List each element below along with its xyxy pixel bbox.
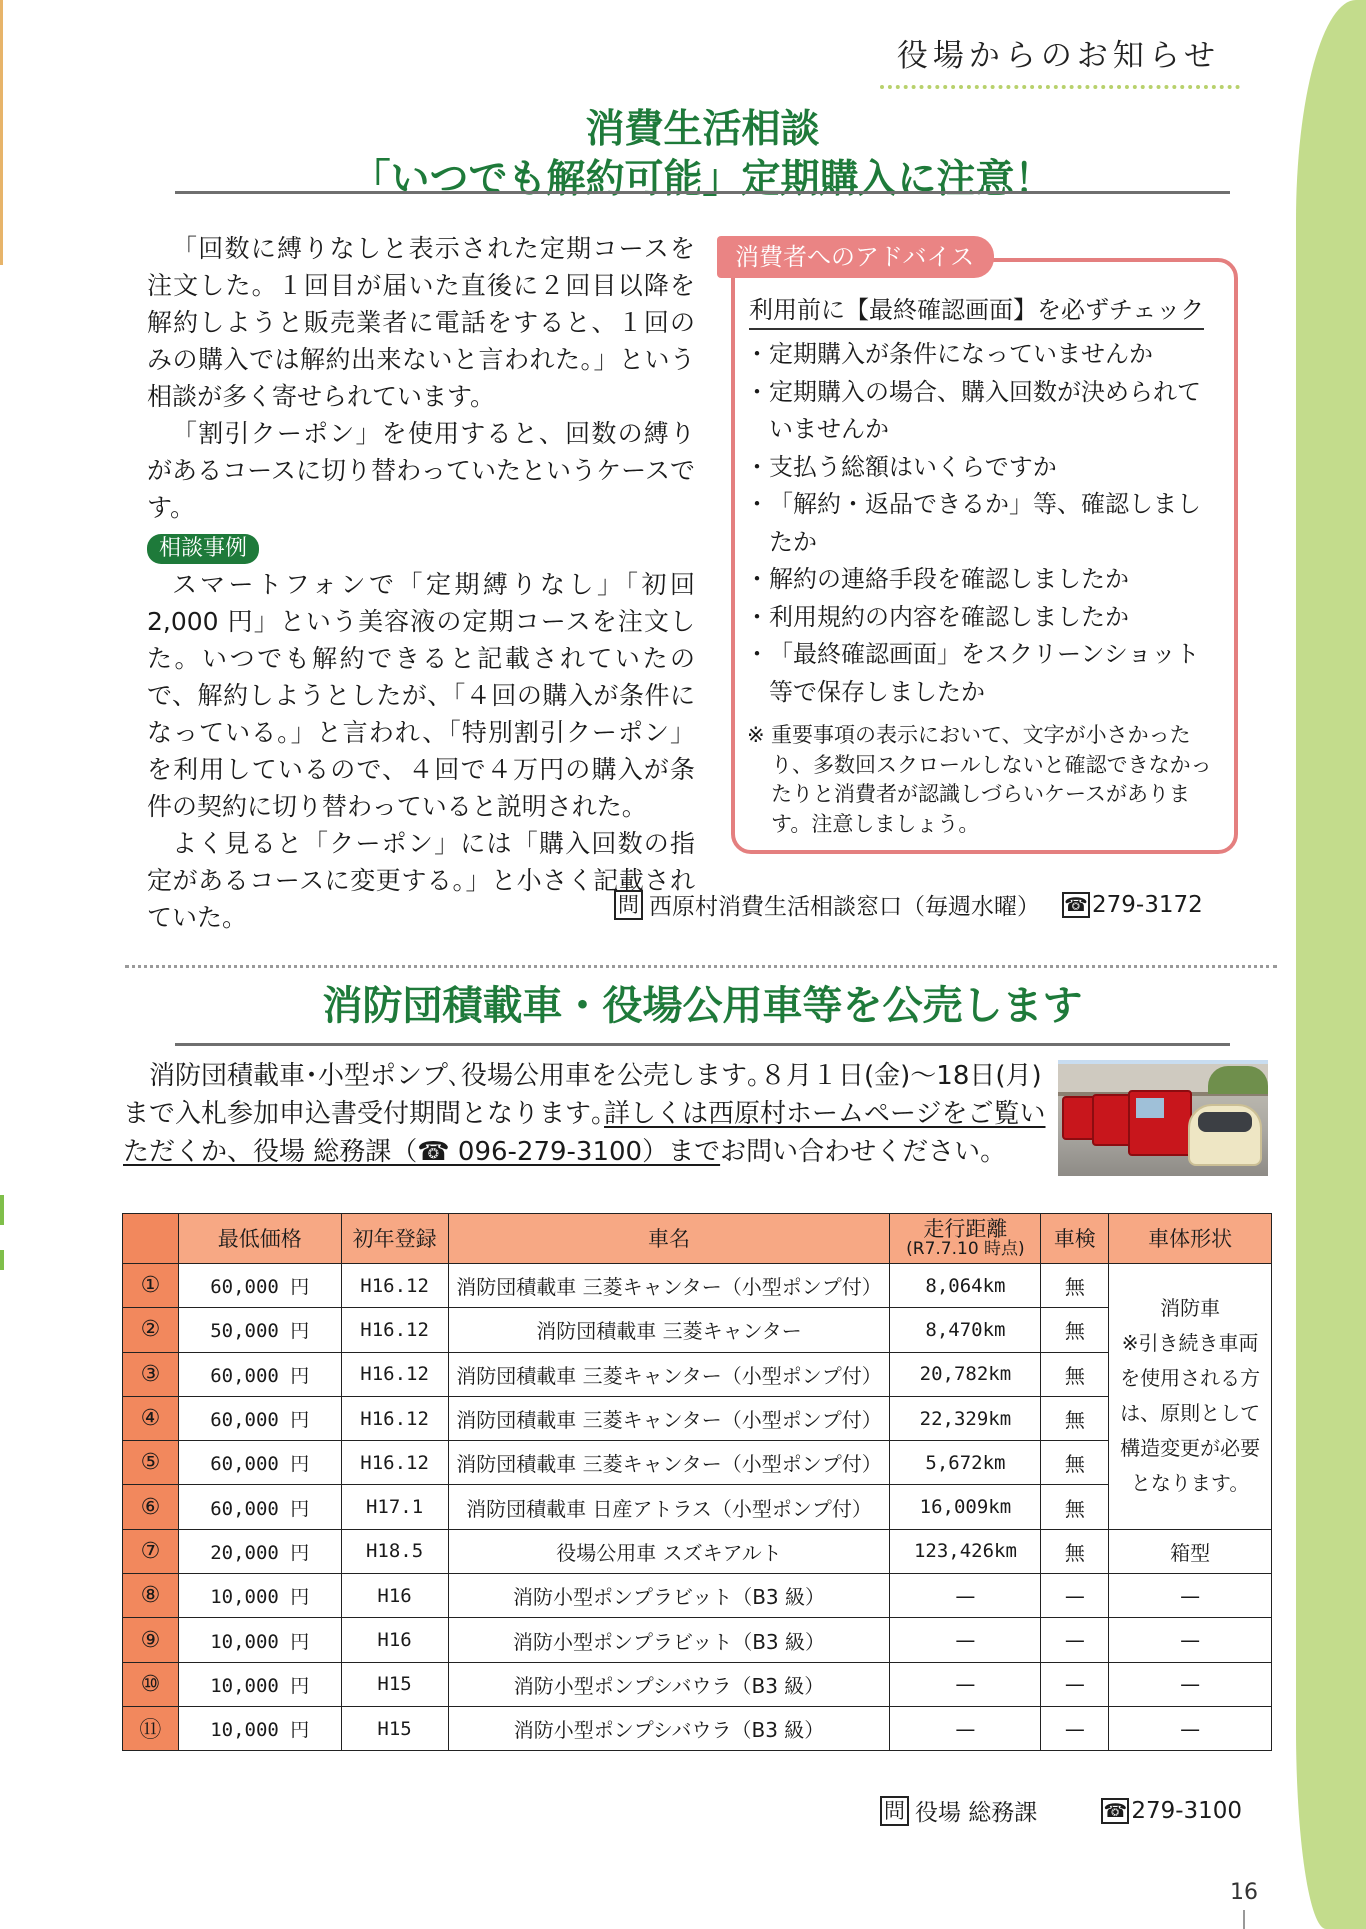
row-mileage: 5,672km bbox=[890, 1441, 1041, 1485]
row-mileage: — bbox=[890, 1574, 1041, 1618]
row-body-type: — bbox=[1109, 1662, 1272, 1706]
table-row bbox=[123, 1662, 1272, 1706]
contact-phone: 279-3100 bbox=[1131, 1797, 1243, 1824]
table-row bbox=[123, 1529, 1272, 1573]
row-registration: H16 bbox=[341, 1574, 448, 1618]
row-mileage: — bbox=[890, 1706, 1041, 1750]
row-body-type: — bbox=[1109, 1618, 1272, 1662]
row-vehicle-name: 消防小型ポンプラビット（B3 級） bbox=[448, 1618, 890, 1662]
photo-tree bbox=[1208, 1066, 1268, 1094]
case-paragraph: スマートフォンで「定期縛りなし」「初回 2,000 円」という美容液の定期コースを注文した。いつでも解約できると記載されていたので、解約しようとしたが、「４回の購入が条件になっている。」と言われ、「特別割引クーポン」を利用しているので、４回で４万円の購入が条件の契約に切り替わっていると説明された。 bbox=[147, 570, 695, 821]
header-number bbox=[123, 1214, 179, 1264]
row-mileage: 8,470km bbox=[890, 1308, 1041, 1352]
row-inspection: — bbox=[1041, 1706, 1109, 1750]
intro-text: お問い合わせください。 bbox=[720, 1137, 1007, 1167]
row-inspection: 無 bbox=[1041, 1396, 1109, 1440]
table-row bbox=[123, 1264, 1272, 1308]
header-body-type: 車体形状 bbox=[1109, 1214, 1272, 1264]
consumer-paragraph: 「回数に縛りなしと表示された定期コースを注文した。１回目が届いた直後に２回目以降を解約しようと販売業者に電話をすると、１回のみの購入では解約出来ないと言われた。」という相談が多く寄せられています。 bbox=[147, 234, 695, 411]
row-registration: H18.5 bbox=[341, 1529, 448, 1573]
decorative-left-mark bbox=[0, 1250, 4, 1270]
row-vehicle-name: 消防団積載車 三菱キャンター（小型ポンプ付） bbox=[448, 1352, 890, 1396]
header-title: 役場からのお知らせ bbox=[896, 38, 1220, 74]
row-number: ④ bbox=[123, 1396, 179, 1440]
decorative-green-band bbox=[1296, 0, 1366, 1929]
row-mileage: 123,426km bbox=[890, 1529, 1041, 1573]
table-row bbox=[123, 1706, 1272, 1750]
row-vehicle-name: 役場公用車 スズキアルト bbox=[448, 1529, 890, 1573]
row-inspection: — bbox=[1041, 1574, 1109, 1618]
mileage-date: (R7.7.10 時点) bbox=[906, 1238, 1025, 1259]
row-registration: H15 bbox=[341, 1706, 448, 1750]
table-row bbox=[123, 1308, 1272, 1352]
page-header bbox=[880, 30, 1240, 89]
row-registration: H16.12 bbox=[341, 1352, 448, 1396]
inquiry-mark: 問 bbox=[614, 890, 643, 920]
row-mileage: 20,782km bbox=[890, 1352, 1041, 1396]
row-price: 60,000 円 bbox=[178, 1441, 341, 1485]
row-price: 60,000 円 bbox=[178, 1352, 341, 1396]
row-inspection: — bbox=[1041, 1618, 1109, 1662]
row-body-type: — bbox=[1109, 1706, 1272, 1750]
row-mileage: 22,329km bbox=[890, 1396, 1041, 1440]
advice-item: ・ 利用規約の内容を確認しましたか bbox=[749, 599, 1220, 637]
row-inspection: 無 bbox=[1041, 1352, 1109, 1396]
table-row bbox=[123, 1352, 1272, 1396]
phone-icon: ☎ bbox=[1062, 892, 1090, 918]
advice-item: ・ 支払う総額はいくらですか bbox=[749, 449, 1220, 487]
merged-body-note bbox=[1115, 1291, 1265, 1501]
header-dotted-rule bbox=[880, 85, 1240, 89]
row-number: ⑦ bbox=[123, 1529, 179, 1573]
title-rule bbox=[175, 1043, 1230, 1046]
header-first-registration: 初年登録 bbox=[341, 1214, 448, 1264]
row-registration: H16.12 bbox=[341, 1441, 448, 1485]
row-registration: H16.12 bbox=[341, 1308, 448, 1352]
row-number: ① bbox=[123, 1264, 179, 1308]
row-price: 60,000 円 bbox=[178, 1264, 341, 1308]
advice-item: ・ 定期購入の場合、購入回数が決められていませんか bbox=[749, 374, 1220, 449]
row-vehicle-name: 消防小型ポンプラビット（B3 級） bbox=[448, 1574, 890, 1618]
row-price: 60,000 円 bbox=[178, 1485, 341, 1529]
table-row bbox=[123, 1574, 1272, 1618]
advice-item: ・ 「最終確認画面」をスクリーンショット等で保存しましたか bbox=[749, 636, 1220, 711]
row-registration: H17.1 bbox=[341, 1485, 448, 1529]
row-registration: H16.12 bbox=[341, 1264, 448, 1308]
contact-phone: 279-3172 bbox=[1092, 891, 1203, 918]
consumer-paragraph: 「割引クーポン」を使用すると、回数の縛りがあるコースに切り替わっていたというケースです。 bbox=[147, 419, 695, 522]
inquiry-mark: 問 bbox=[880, 1796, 909, 1826]
row-inspection: 無 bbox=[1041, 1308, 1109, 1352]
consumer-body bbox=[147, 230, 695, 936]
consumer-contact bbox=[614, 888, 1203, 921]
row-number: ⑪ bbox=[123, 1706, 179, 1750]
row-number: ⑩ bbox=[123, 1662, 179, 1706]
row-body-type: — bbox=[1109, 1574, 1272, 1618]
page-number-tick bbox=[1243, 1910, 1245, 1929]
table-row bbox=[123, 1485, 1272, 1529]
row-inspection: — bbox=[1041, 1662, 1109, 1706]
mileage-label: 走行距離 bbox=[923, 1216, 1008, 1241]
table-row bbox=[123, 1441, 1272, 1485]
row-mileage: 16,009km bbox=[890, 1485, 1041, 1529]
decorative-left-accent bbox=[0, 0, 3, 265]
row-registration: H16.12 bbox=[341, 1396, 448, 1440]
case-tag: 相談事例 bbox=[147, 534, 259, 564]
vehicle-table bbox=[122, 1213, 1272, 1751]
row-price: 50,000 円 bbox=[178, 1308, 341, 1352]
row-vehicle-name: 消防団積載車 三菱キャンター（小型ポンプ付） bbox=[448, 1396, 890, 1440]
advice-heading: 利用前に【最終確認画面】を必ずチェック bbox=[749, 292, 1204, 330]
advice-item: ・ 定期購入が条件になっていませんか bbox=[749, 336, 1220, 374]
vehicle-contact bbox=[880, 1794, 1242, 1827]
row-price: 10,000 円 bbox=[178, 1574, 341, 1618]
body-type-label: 消防車 bbox=[1160, 1296, 1221, 1321]
photo-truck-window bbox=[1136, 1098, 1164, 1118]
row-number: ② bbox=[123, 1308, 179, 1352]
title-rule bbox=[175, 191, 1230, 194]
row-vehicle-name: 消防団積載車 三菱キャンター（小型ポンプ付） bbox=[448, 1441, 890, 1485]
row-number: ⑥ bbox=[123, 1485, 179, 1529]
advice-box bbox=[731, 258, 1238, 854]
row-mileage: — bbox=[890, 1618, 1041, 1662]
row-body-note bbox=[1109, 1264, 1272, 1530]
decorative-left-mark bbox=[0, 1195, 4, 1225]
fire-trucks-photo bbox=[1058, 1060, 1268, 1176]
table-row bbox=[123, 1396, 1272, 1440]
header-vehicle-name: 車名 bbox=[448, 1214, 890, 1264]
intro-text: 消防団積載車･小型ポンプ､役場公用車を公売します｡８月１日(金)～18日(月)まで入札参加申込書受付期間となります｡ bbox=[123, 1061, 1042, 1129]
row-price: 10,000 円 bbox=[178, 1618, 341, 1662]
row-inspection: 無 bbox=[1041, 1441, 1109, 1485]
row-price: 60,000 円 bbox=[178, 1396, 341, 1440]
header-min-price: 最低価格 bbox=[178, 1214, 341, 1264]
row-number: ⑨ bbox=[123, 1618, 179, 1662]
row-mileage: 8,064km bbox=[890, 1264, 1041, 1308]
case-paragraph: よく見ると「クーポン」には「購入回数の指定があるコースに変更する。」と小さく記載されていた。 bbox=[147, 829, 695, 932]
row-inspection: 無 bbox=[1041, 1529, 1109, 1573]
advice-list bbox=[749, 336, 1220, 711]
row-registration: H15 bbox=[341, 1662, 448, 1706]
consumer-title-line2: 「いつでも解約可能」定期購入に注意！ bbox=[351, 157, 1054, 202]
row-price: 20,000 円 bbox=[178, 1529, 341, 1573]
row-number: ⑧ bbox=[123, 1574, 179, 1618]
row-vehicle-name: 消防団積載車 日産アトラス（小型ポンプ付） bbox=[448, 1485, 890, 1529]
advice-tab-label: 消費者へのアドバイス bbox=[717, 236, 994, 278]
row-number: ⑤ bbox=[123, 1441, 179, 1485]
table-header-row bbox=[123, 1214, 1272, 1264]
page-number: 16 bbox=[1230, 1880, 1258, 1905]
row-inspection: 無 bbox=[1041, 1485, 1109, 1529]
consumer-section-title bbox=[175, 105, 1230, 205]
intro-underlined-text: 詳しくは西原村ホームページをご覧いただくか、役場 総務課（☎ 096-279-3100）まで bbox=[123, 1099, 1046, 1167]
header-mileage bbox=[890, 1214, 1041, 1264]
row-vehicle-name: 消防小型ポンプシバウラ（B3 級） bbox=[448, 1662, 890, 1706]
vehicle-sale-title: 消防団積載車・役場公用車等を公売します bbox=[322, 983, 1083, 1029]
row-mileage: — bbox=[890, 1662, 1041, 1706]
consumer-title-line1: 消費生活相談 bbox=[585, 107, 820, 152]
row-inspection: 無 bbox=[1041, 1264, 1109, 1308]
row-vehicle-name: 消防小型ポンプシバウラ（B3 級） bbox=[448, 1706, 890, 1750]
advice-item: ・ 解約の連絡手段を確認しましたか bbox=[749, 561, 1220, 599]
header-inspection: 車検 bbox=[1041, 1214, 1109, 1264]
photo-car-window bbox=[1198, 1112, 1252, 1132]
contact-name: 役場 総務課 bbox=[915, 1800, 1038, 1826]
contact-name: 西原村消費生活相談窓口（毎週水曜） bbox=[649, 894, 1040, 920]
advice-note: ※ 重要事項の表示において、文字が小さかったり、多数回スクロールしないと確認できなかったりと消費者が認識しづらいケースがあります。注意しましょう。 bbox=[749, 721, 1220, 839]
row-price: 10,000 円 bbox=[178, 1662, 341, 1706]
table-row bbox=[123, 1618, 1272, 1662]
row-body-type: 箱型 bbox=[1109, 1529, 1272, 1573]
row-registration: H16 bbox=[341, 1618, 448, 1662]
row-price: 10,000 円 bbox=[178, 1706, 341, 1750]
body-type-caution: ※引き続き車両を使用される方は、原則として構造変更が必要となります。 bbox=[1120, 1331, 1261, 1496]
row-number: ③ bbox=[123, 1352, 179, 1396]
row-vehicle-name: 消防団積載車 三菱キャンター（小型ポンプ付） bbox=[448, 1264, 890, 1308]
phone-icon: ☎ bbox=[1101, 1798, 1129, 1824]
vehicle-sale-intro bbox=[123, 1057, 1058, 1171]
advice-item: ・ 「解約・返品できるか」等、確認しましたか bbox=[749, 486, 1220, 561]
section-divider bbox=[125, 965, 1277, 968]
row-vehicle-name: 消防団積載車 三菱キャンター bbox=[448, 1308, 890, 1352]
